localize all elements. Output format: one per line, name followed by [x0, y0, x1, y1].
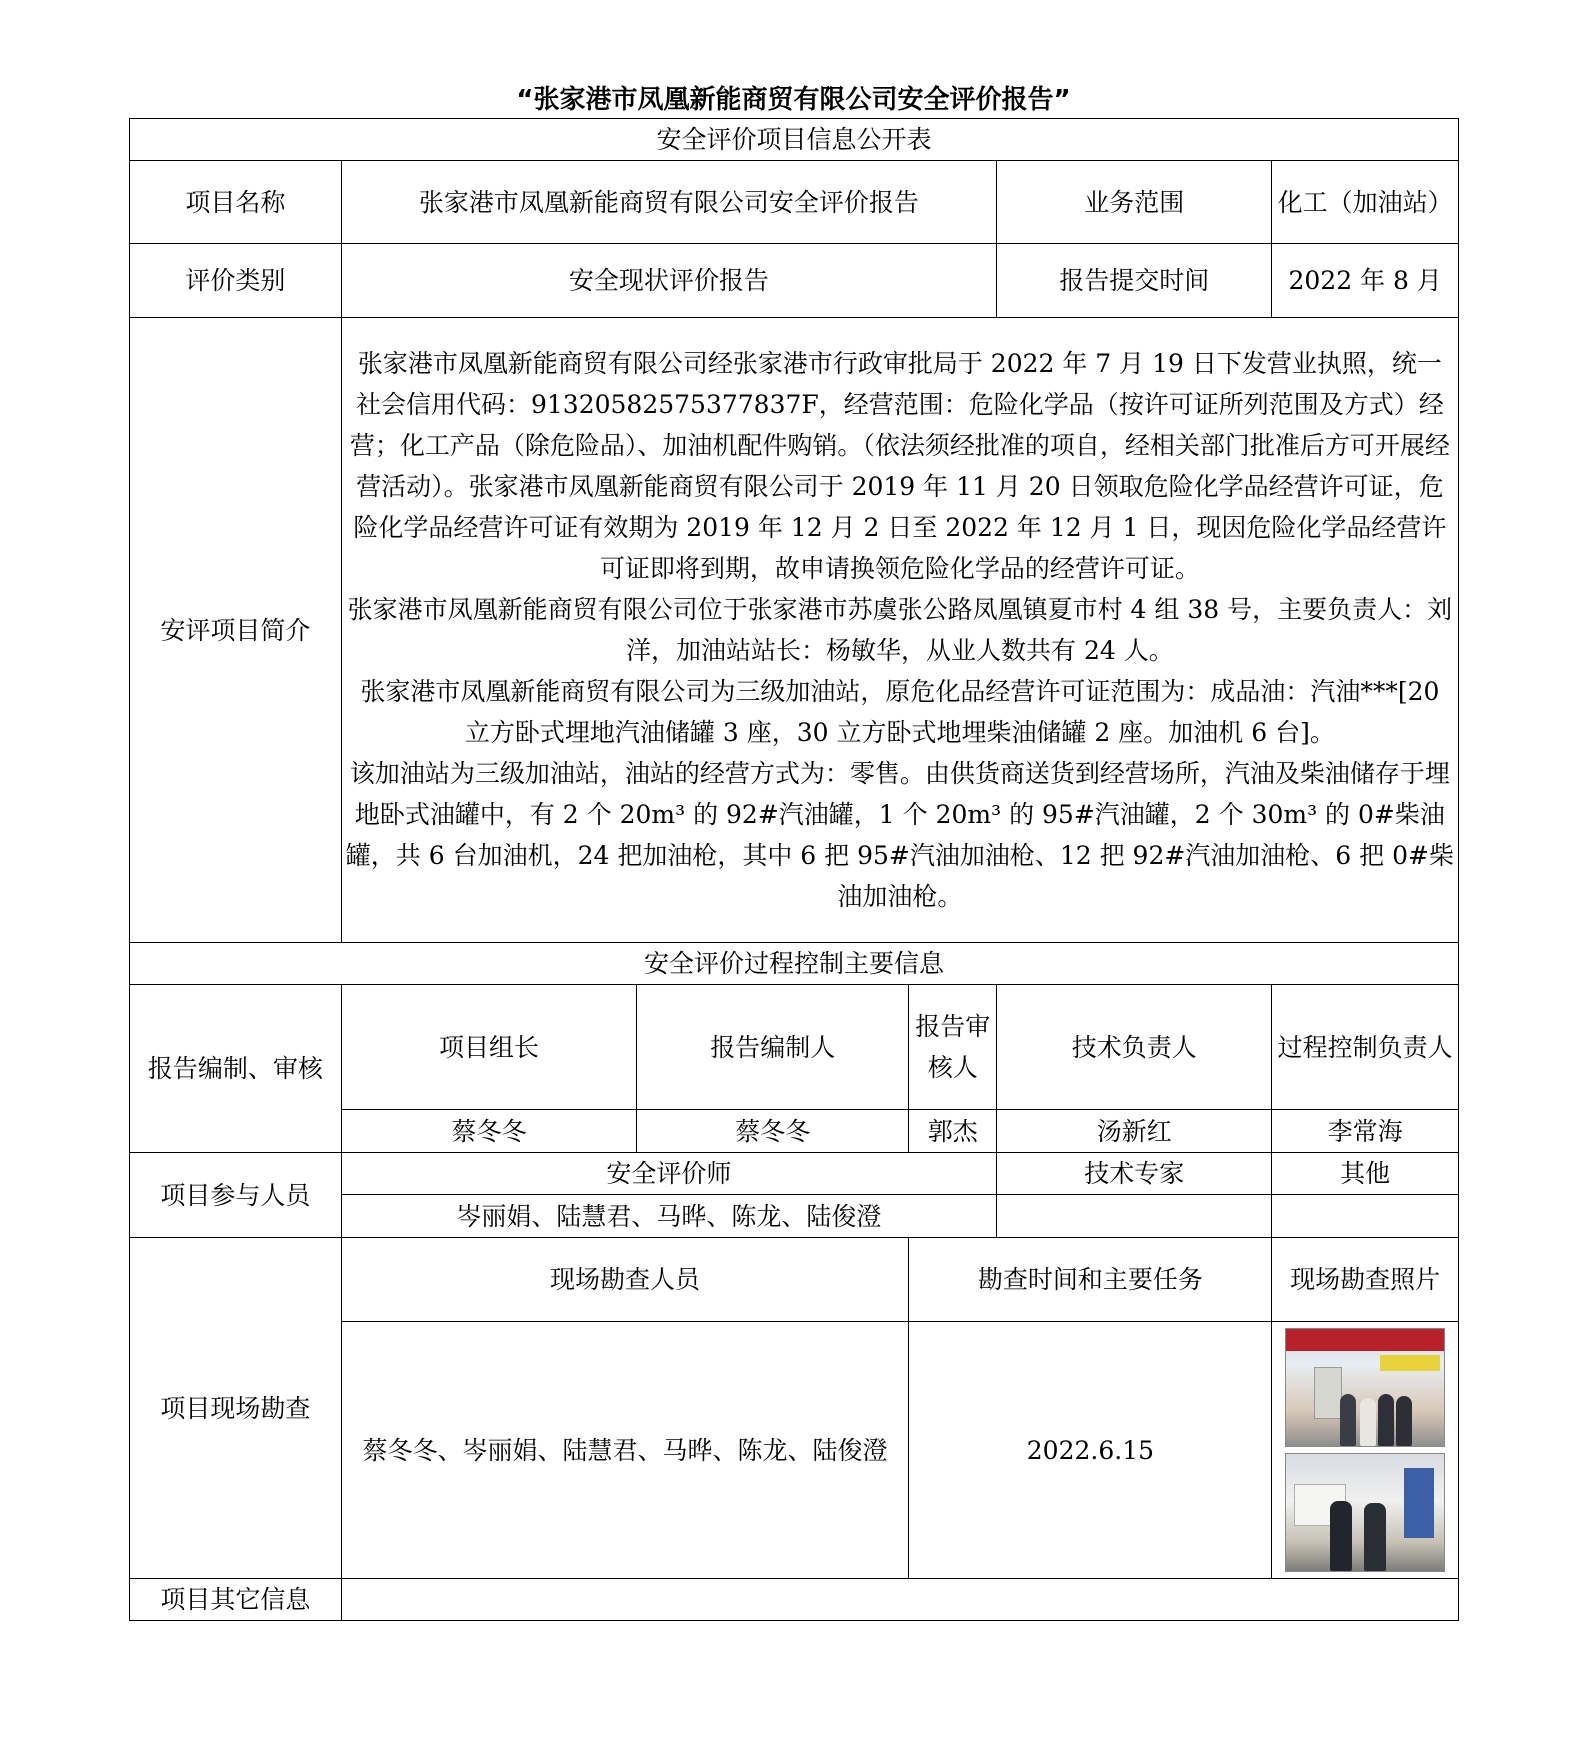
process-control-value: 李常海	[1272, 1110, 1459, 1153]
photo-person	[1396, 1396, 1412, 1446]
section-header-process: 安全评价过程控制主要信息	[130, 943, 1459, 985]
evaluator-label: 安全评价师	[341, 1153, 996, 1195]
business-scope-label: 业务范围	[997, 161, 1272, 244]
leader-label: 项目组长	[341, 985, 636, 1110]
photo-sign	[1380, 1355, 1440, 1371]
leader-value: 蔡冬冬	[341, 1110, 636, 1153]
intro-paragraph: 该加油站为三级加油站，油站的经营方式为：零售。由供货商送货到经营场所，汽油及柴油储存于埋地卧式油罐中，有 2 个 20m³ 的 92#汽油罐，1 个 20m³ 的 95#汽油罐，2 个 30m³ 的 0#柴油罐，共 6 台加油机，24 把加油枪，其中 6 把 95#汽油加油枪、12 把 92#汽油加油枪、6 把 0#柴油加油枪。	[345, 759, 1454, 911]
other-label: 其他	[1272, 1153, 1459, 1195]
photo-person	[1330, 1501, 1352, 1571]
survey-date: 2022.6.15	[909, 1322, 1272, 1579]
survey-label: 项目现场勘查	[130, 1238, 342, 1579]
photo-person	[1378, 1394, 1394, 1446]
category-value: 安全现状评价报告	[341, 244, 996, 318]
category-label: 评价类别	[130, 244, 342, 318]
submit-time-value: 2022 年 8 月	[1272, 244, 1459, 318]
expert-value	[997, 1195, 1272, 1238]
reviewer-value: 郭杰	[909, 1110, 997, 1153]
site-photo-1	[1285, 1328, 1445, 1447]
photo-person	[1364, 1503, 1386, 1571]
business-scope-value: 化工（加油站）	[1272, 161, 1459, 244]
report-label: 报告编制、审核	[130, 985, 342, 1153]
photo-label: 现场勘查照片	[1272, 1238, 1459, 1322]
tech-lead-value: 汤新红	[997, 1110, 1272, 1153]
photo-sign	[1404, 1468, 1434, 1538]
photo-person	[1360, 1398, 1376, 1446]
intro-label: 安评项目简介	[130, 318, 342, 943]
compiler-label: 报告编制人	[637, 985, 909, 1110]
surveyors-label: 现场勘查人员	[341, 1238, 909, 1322]
intro-text	[341, 318, 1458, 943]
document-title: “张家港市凤凰新能商贸有限公司安全评价报告”	[516, 85, 1071, 115]
process-control-label: 过程控制负责人	[1272, 985, 1459, 1110]
expert-label: 技术专家	[997, 1153, 1272, 1195]
photo-cell	[1272, 1322, 1459, 1579]
photo-person	[1340, 1394, 1356, 1446]
intro-paragraph: 张家港市凤凰新能商贸有限公司经张家港市行政审批局于 2022 年 7 月 19 日下发营业执照，统一社会信用代码：91320582575377837F，经营范围：危险化学品（按许可证所列范围及方式）经营；化工产品（除危险品）、加油机配件购销。（依法须经批准的项自，经相关部门批准后方可开展经营活动）。张家港市凤凰新能商贸有限公司于 2019 年 11 月 20 日领取危险化学品经营许可证，危险化学品经营许可证有效期为 2019 年 12 月 2 日至 2022 年 12 月 1 日，现因危险化学品经营许可证即将到期，故申请换领危险化学品的经营许可证。	[349, 349, 1450, 583]
project-name-value: 张家港市凤凰新能商贸有限公司安全评价报告	[341, 161, 996, 244]
reviewer-label: 报告审核人	[909, 985, 997, 1110]
info-table	[129, 118, 1459, 1621]
surveyors-value: 蔡冬冬、岑丽娟、陆慧君、马晔、陈龙、陆俊澄	[341, 1322, 909, 1579]
photo-banner	[1286, 1329, 1444, 1351]
other-info-value	[341, 1579, 1458, 1621]
other-info-label: 项目其它信息	[130, 1579, 342, 1621]
other-value	[1272, 1195, 1459, 1238]
evaluator-names: 岑丽娟、陆慧君、马晔、陈龙、陆俊澄	[341, 1195, 996, 1238]
tech-lead-label: 技术负责人	[997, 985, 1272, 1110]
photo-door	[1314, 1367, 1342, 1419]
survey-time-label: 勘查时间和主要任务	[909, 1238, 1272, 1322]
section-header-info: 安全评价项目信息公开表	[130, 119, 1459, 161]
compiler-value: 蔡冬冬	[637, 1110, 909, 1153]
site-photo-2	[1285, 1453, 1445, 1572]
participants-label: 项目参与人员	[130, 1153, 342, 1238]
submit-time-label: 报告提交时间	[997, 244, 1272, 318]
project-name-label: 项目名称	[130, 161, 342, 244]
intro-paragraph: 张家港市凤凰新能商贸有限公司位于张家港市苏虞张公路凤凰镇夏市村 4 组 38 号，主要负责人：刘洋，加油站站长：杨敏华，从业人数共有 24 人。	[347, 595, 1453, 665]
intro-paragraph: 张家港市凤凰新能商贸有限公司为三级加油站，原危化品经营许可证范围为：成品油：汽油***[20 立方卧式埋地汽油储罐 3 座，30 立方卧式地埋柴油储罐 2 座。加油机 6 台]。	[360, 677, 1440, 747]
